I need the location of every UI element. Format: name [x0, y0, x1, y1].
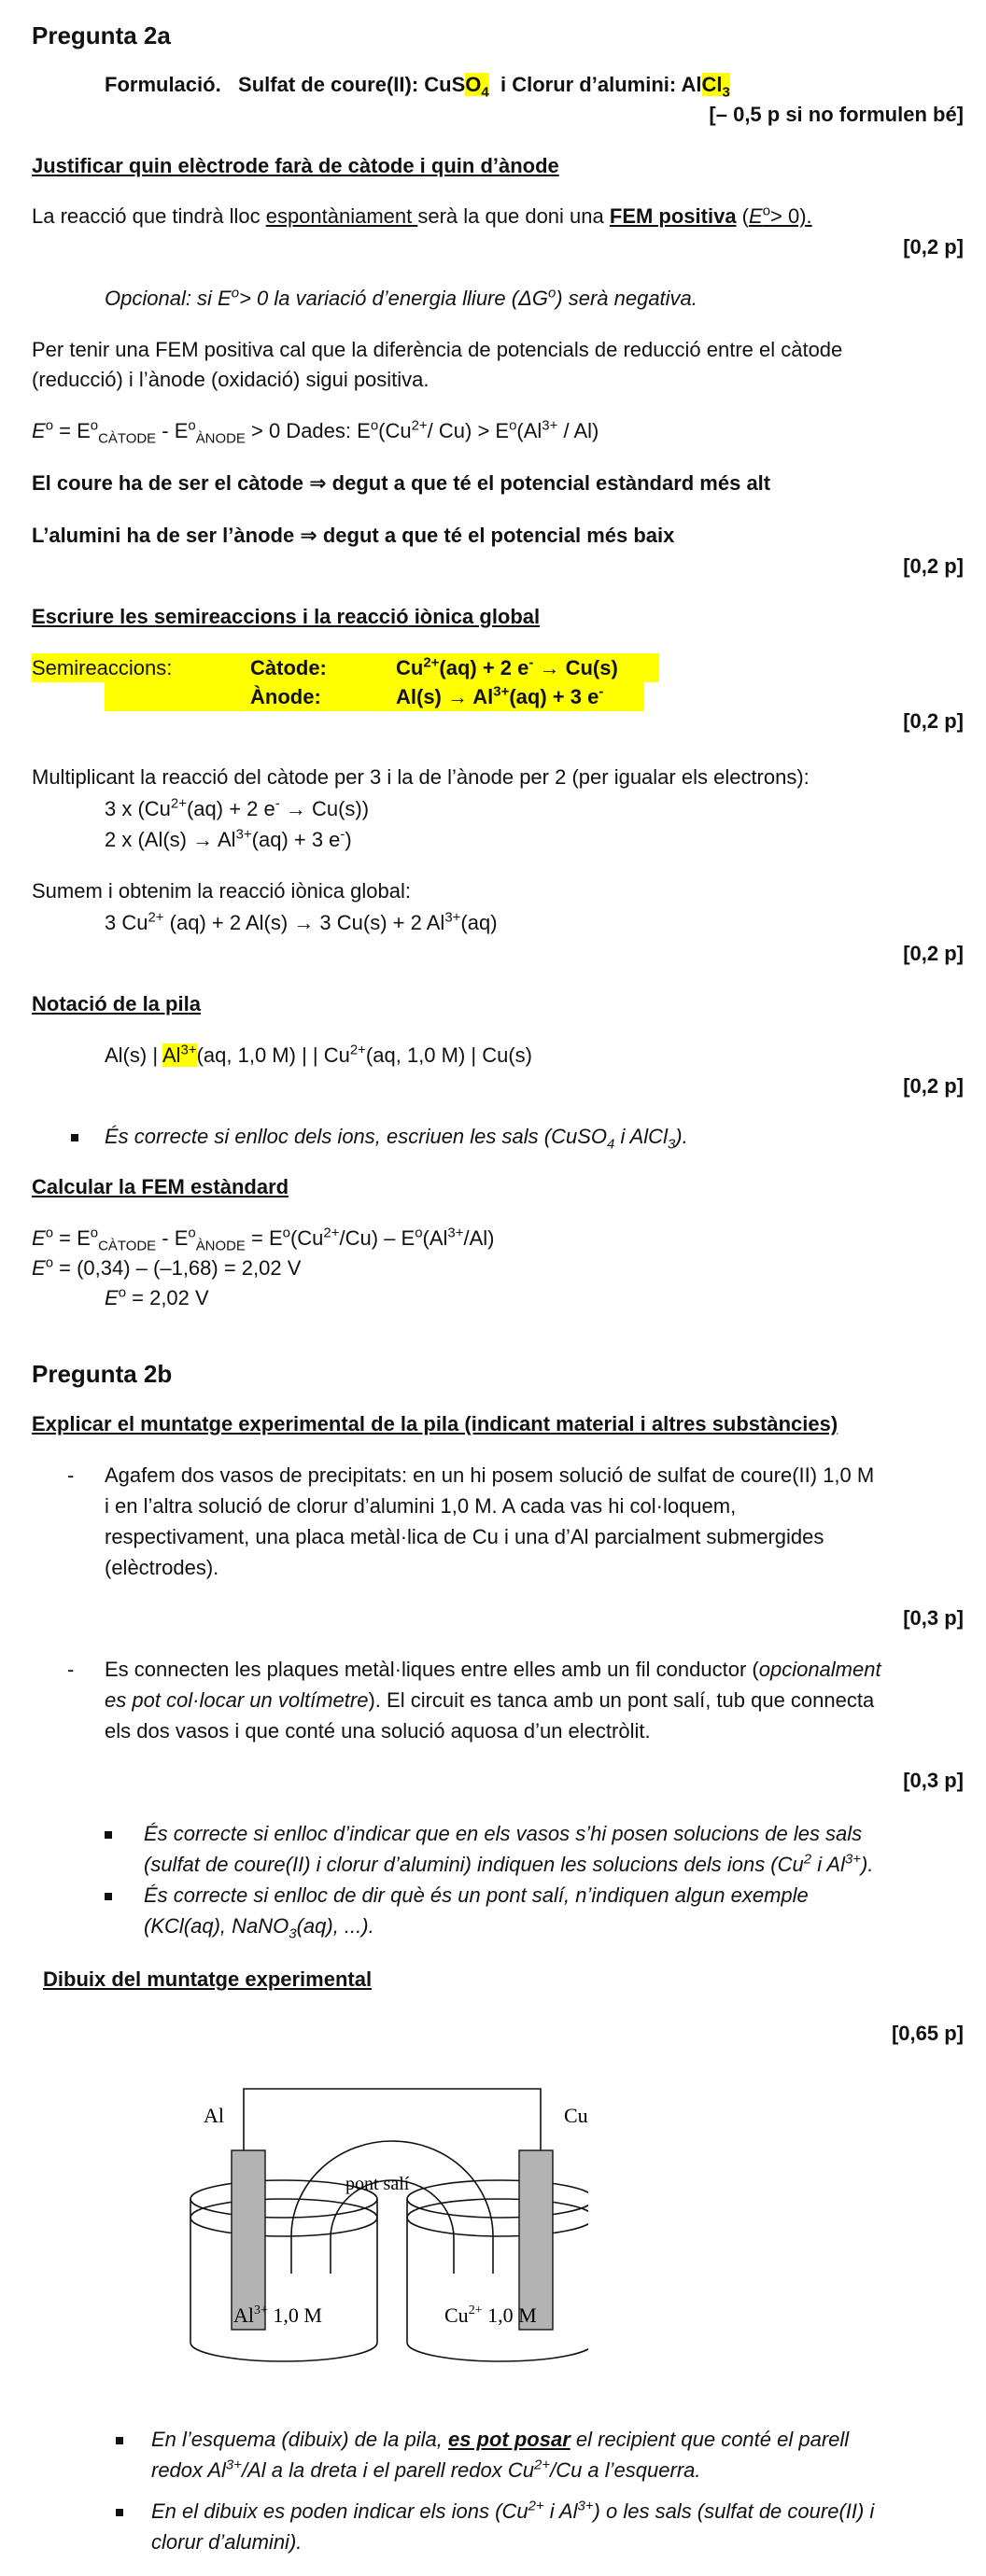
- points-2b-3: [0,65 p]: [891, 2022, 964, 2045]
- b2-line1: És correcte si enlloc de dir què és un pont salí, n’indiquen algun exemple: [144, 1883, 809, 1907]
- fem-result: $E^o = 2,02$ V: [105, 1284, 209, 1309]
- fem-heading: Calcular la FEM estàndard: [32, 1175, 289, 1198]
- b2-line2: (KCl(aq), NaNO$_3$(aq), ...).: [144, 1914, 374, 1942]
- justificar-heading: Justificar quin elèctrode farà de càtode i quin d’ànode: [32, 154, 559, 177]
- anode-equation: $Al(s) \to Al^{3+}(aq) + 3$ e-: [396, 683, 604, 708]
- anode-label: Ànode:: [250, 685, 321, 708]
- al-electrode-label: Al: [204, 2104, 224, 2127]
- points-justificar-2: [0,2 p]: [903, 554, 964, 578]
- p2-line1: Es connecten les plaques metàl·liques entre elles amb un fil conductor (opcionalment: [105, 1658, 881, 1681]
- points-semi-1: [0,2 p]: [903, 709, 964, 733]
- points-2b-1: [0,3 p]: [903, 1606, 964, 1630]
- justificar-line1: La reacció que tindrà lloc espontàniament serà la que doni una FEM positiva $(E^o> 0)$.: [32, 203, 812, 228]
- p1-line4: (elèctrodes).: [105, 1556, 219, 1579]
- catode-equation: $Cu^{2+}(aq) + 2$ e- → Cu(s): [396, 654, 618, 679]
- bullet-square: [116, 2509, 123, 2516]
- dash-2: -: [67, 1658, 75, 1681]
- n1-line1: En l’esquema (dibuix) de la pila, es pot posar el recipient que conté el parell: [151, 2428, 850, 2451]
- sumem-text: Sumem i obtenim la reacció iònica global:: [32, 879, 411, 903]
- cu-electrode-label: Cu: [564, 2104, 588, 2127]
- notacio-heading: Notació de la pila: [32, 992, 201, 1015]
- p1-line3: respectivament, una placa metàl·lica de Cu i una d’Al parcialment submergides: [105, 1525, 824, 1548]
- notacio-bullet: És correcte si enlloc dels ions, escriuen les sals (CuSO$_4$ i AlCl$_3$).: [105, 1125, 688, 1153]
- muntatge-heading: Explicar el muntatge experimental de la pila (indicant material i altres substàncies): [32, 1412, 838, 1435]
- catode-label: Càtode:: [250, 656, 327, 679]
- formulacio-penalty: [– 0,5 p si no formulen bé]: [709, 103, 964, 126]
- para-line2: (reducció) i l’ànode (oxidació) sigui positiva.: [32, 368, 430, 391]
- bullet-square: [71, 1134, 78, 1141]
- mult-eq-2: 2 x ($Al(s) \to Al^{3+}(aq) + 3$ e-): [105, 826, 352, 851]
- dibuix-heading: Dibuix del muntatge experimental: [43, 1967, 373, 1991]
- points-2b-2: [0,3 p]: [903, 1769, 964, 1792]
- mult-eq-1: 3 x ($Cu^{2+}(aq) + 2$ e- → Cu(s)): [105, 795, 370, 820]
- right-solution-label: $Cu^{2+}$ 1,0 M: [444, 2303, 537, 2327]
- q2a-title: Pregunta 2a: [32, 21, 171, 49]
- right-beaker: [407, 2199, 588, 2361]
- p2-line2: es pot col·locar un voltímetre). El circuit es tanca amb un pont salí, tub que connecta: [105, 1688, 875, 1712]
- fem-formula: $E^o = E^o_{CÀTODE} - E^o_{ÀNODE} = E^o(Cu^{2+}/Cu) - E^o(Al^{3+}/Al)$: [32, 1225, 495, 1254]
- alumini-anode: L’alumini ha de ser l’ànode ⇒ degut a que té el potencial més baix: [32, 524, 675, 547]
- dash-1: -: [67, 1463, 75, 1487]
- b1-line1: És correcte si enlloc d’indicar que en els vasos s’hi posen solucions de les sals: [144, 1822, 863, 1845]
- p2-line3: els dos vasos i que conté una solució aquosa d’un electròlit.: [105, 1719, 651, 1743]
- coure-catode: El coure ha de ser el càtode ⇒ degut a que té el potencial estàndard més alt: [32, 471, 771, 495]
- bullet-square: [105, 1831, 112, 1839]
- left-beaker: [190, 2199, 377, 2361]
- cell-notation: Al(s) | $Al^{3+}(aq$, 1,0 M) | | $Cu^{2+}(aq$, 1,0 M) | Cu(s): [105, 1042, 533, 1067]
- semireaccions-label: Semireaccions:: [32, 656, 173, 679]
- p1-line1: Agafem dos vasos de precipitats: en un hi posem solució de sulfat de coure(II) 1,0 M: [105, 1463, 875, 1487]
- fem-condition-equation: $E^o = E^o_{CÀTODE} - E^o_{ÀNODE} > 0$ Dades: $E^o(Cu^{2+}/$ $Cu) > E^o(Al^{3+} / Al)$: [32, 417, 599, 447]
- bullet-square: [116, 2437, 123, 2444]
- para-line1: Per tenir una FEM positiva cal que la diferència de potencials de reducció entre el càtode: [32, 338, 843, 361]
- formulacio-line: Formulació. Sulfat de coure(II): CuSO$_4$ i Clorur d’alumini: AlCl$_3$: [105, 73, 730, 101]
- bullet-square: [105, 1893, 112, 1900]
- galvanic-cell-diagram: [177, 2072, 588, 2380]
- n2-line2: clorur d’alumini).: [151, 2530, 303, 2554]
- salt-bridge-label: pont salí: [345, 2174, 410, 2194]
- salt-bridge-inner: [331, 2180, 454, 2274]
- semireaccions-heading: Escriure les semireaccions i la reacció iònica global: [32, 605, 541, 628]
- optional-note: Opcional: si $E^o> 0$ la variació d’energia lliure $(\Delta G^o)$ serà negativa.: [105, 285, 697, 310]
- salt-bridge-outer: [291, 2141, 493, 2274]
- global-ionic-reaction: 3 $Cu^{2+}$ (aq) + 2 Al(s) → 3 Cu(s) + 2 $Al^{3+}(aq)$: [105, 909, 498, 934]
- left-solution-label: $Al^{3+}$ 1,0 M: [233, 2303, 322, 2327]
- b1-line2: (sulfat de coure(II) i clorur d’alumini) indiquen les solucions dels ions (Cu$^2$ i $Al^{3+}$).: [144, 1851, 874, 1876]
- points-semi-2: [0,2 p]: [903, 942, 964, 965]
- points-justificar-1: [0,2 p]: [903, 235, 964, 259]
- n1-line2: redox $Al^{3+}/Al$ a la dreta i el parell redox $Cu^{2+}/Cu$ a l’esquerra.: [151, 2457, 701, 2482]
- multiplicant-text: Multiplicant la reacció del càtode per 3 i la de l’ànode per 2 (per igualar els electrons):: [32, 765, 810, 789]
- q2b-title: Pregunta 2b: [32, 1360, 173, 1388]
- n2-line1: En el dibuix es poden indicar els ions ($Cu^{2+}$ i $Al^{3+}$) o les sals (sulfat de coure(II) i: [151, 2498, 875, 2523]
- p1-line2: i en l’altra solució de clorur d’alumini 1,0 M. A cada vas hi col·loquem,: [105, 1494, 737, 1518]
- fem-calc: $E^o = (0,34) - (-1,68) = 2,02$ V: [32, 1254, 302, 1280]
- points-notacio: [0,2 p]: [903, 1074, 964, 1098]
